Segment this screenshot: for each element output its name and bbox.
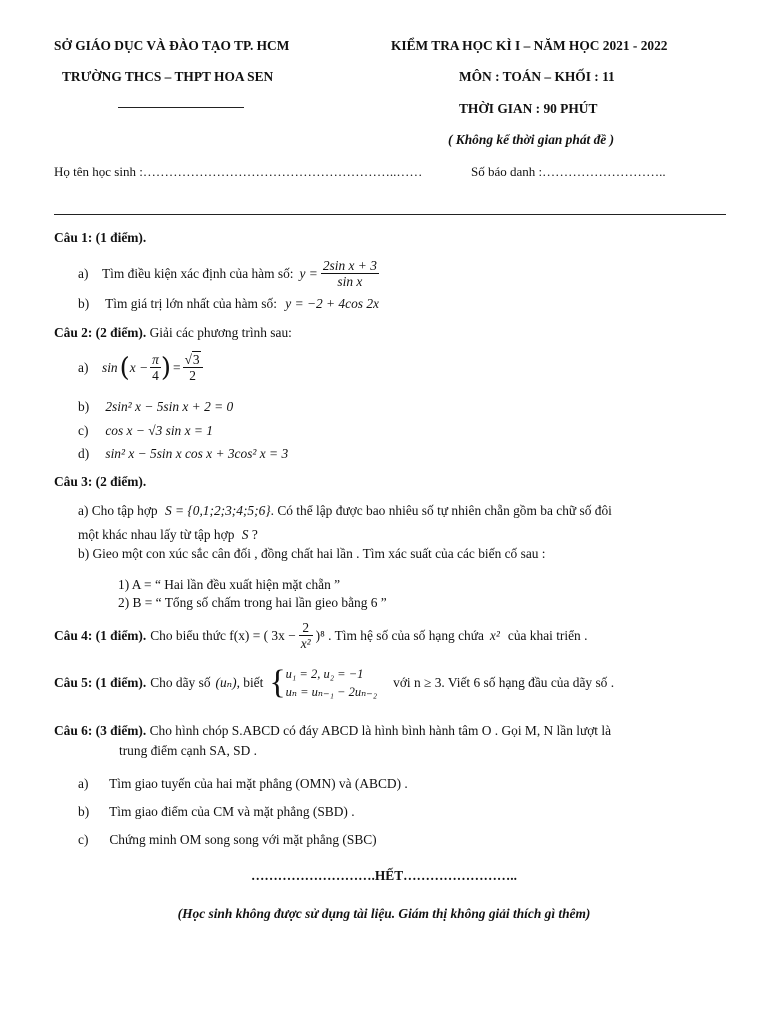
q6-title: Câu 6: (3 điểm).: [54, 723, 147, 738]
end-marker: ……………………….HẾT……………………..: [251, 868, 517, 883]
q3-a-end: ?: [251, 527, 258, 542]
q1-a-text: Tìm điều kiện xác định của hàm số:: [102, 265, 294, 281]
header-divider: [118, 107, 244, 108]
footer-note: (Học sinh không được sử dụng tài liệu. Giám thị không giải thích gì thêm): [177, 906, 591, 921]
q3-part-a-line2: [78, 527, 258, 543]
q4-text1: Cho biểu thức f(x) = ( 3x −: [150, 627, 296, 643]
q6-part-b: [78, 804, 355, 820]
q6-c-label: c): [78, 832, 89, 847]
q2-heading: [54, 325, 292, 341]
q3-part-b: b) Gieo một con xúc sắc cân đối , đồng chất hai lần . Tìm xác suất của các biến cố sau :: [78, 546, 546, 561]
q1-b-label: b): [78, 296, 90, 311]
q2-part-b: [78, 399, 233, 415]
student-id-field: Số báo danh :………………………..: [471, 164, 666, 179]
q6-line2: trung điểm cạnh SA, SD .: [119, 743, 257, 758]
q4-line: [54, 620, 587, 652]
q4-frac-num: 2: [299, 620, 313, 636]
q4-frac-den: x²: [300, 636, 311, 652]
q4-var: x²: [489, 627, 500, 643]
q3-a-text2: . Có thể lập được bao nhiêu số tự nhiên chẵn gồm ba chữ số đôi: [270, 503, 612, 518]
q6-text1: Cho hình chóp S.ABCD có đáy ABCD là hình bình hành tâm O . Gọi M, N lần lượt là: [149, 723, 612, 738]
q2-part-c: [78, 423, 213, 439]
q2-a-label: a): [78, 359, 89, 375]
q1-a-lhs: y =: [299, 265, 318, 281]
q1-a-fraction: [321, 258, 379, 290]
q3-a-var: S: [241, 527, 249, 542]
q2-c-expr: cos x − √3 sin x = 1: [105, 423, 213, 438]
q2-d-label: d): [78, 446, 90, 461]
q6-part-a: [78, 776, 408, 792]
q6-line1: [54, 723, 611, 739]
q6-b-text: Tìm giao điểm của CM và mặt phẳng (SBD) .: [109, 804, 355, 819]
q2-part-d: [78, 446, 288, 462]
q1-a-numerator: 2sin x + 3: [322, 258, 377, 273]
q2-intro: Giải các phương trình sau:: [149, 325, 292, 340]
q4-fraction: [299, 620, 313, 652]
q5-sys-line1: u₁ = 2, u₂ = −1: [285, 667, 364, 681]
timing-note: ( Không kể thời gian phát đề ): [448, 132, 615, 147]
q6-part-c: [78, 832, 377, 848]
q6-b-label: b): [78, 804, 90, 819]
q1-part-b: [78, 296, 379, 312]
q2-part-a: [78, 352, 203, 384]
student-name-field: Họ tên học sinh :…………………………………………………..……: [54, 164, 423, 179]
q4-text3: của khai triển .: [507, 627, 588, 643]
q1-title: Câu 1: (1 điểm).: [54, 230, 147, 245]
q2-b-expr: 2sin² x − 5sin x + 2 = 0: [105, 399, 234, 414]
q6-a-label: a): [78, 776, 89, 791]
q3-title: Câu 3: (2 điểm).: [54, 474, 147, 489]
school-name: TRƯỜNG THCS – THPT HOA SEN: [62, 69, 274, 84]
q5-sys-line2: uₙ = uₙ₋₁ − 2uₙ₋₂: [285, 685, 378, 700]
q1-part-a: [78, 258, 379, 290]
q2-d-expr: sin² x − 5sin x cos x + 3cos² x = 3: [105, 446, 289, 461]
q3-part-a-line1: [78, 503, 612, 519]
q5-text1: Cho dãy số: [150, 675, 211, 691]
q5-text2: , biết: [236, 675, 264, 691]
q2-c-label: c): [78, 423, 89, 438]
q3-a-text3: một khác nhau lấy từ tập hợp: [78, 527, 235, 542]
duration-line: THỜI GIAN : 90 PHÚT: [459, 101, 598, 116]
q1-a-label: a): [78, 265, 89, 281]
q3-a-text1: a) Cho tập hợp: [78, 503, 158, 518]
subject-line: MÔN : TOÁN – KHỐI : 11: [459, 69, 615, 84]
q2-title: Câu 2: (2 điểm).: [54, 325, 147, 340]
q5-text3: với n ≥ 3. Viết 6 số hạng đầu của dãy số .: [393, 675, 615, 691]
q6-c-text: Chứng minh OM song song với mặt phẳng (SBC): [109, 832, 377, 847]
exam-title: KIỂM TRA HỌC KÌ I – NĂM HỌC 2021 - 2022: [391, 38, 668, 53]
q3-event-a: 1) A = “ Hai lần đều xuất hiện mặt chẵn ”: [118, 577, 341, 592]
q5-seq: (uₙ): [215, 675, 237, 691]
section-divider: [54, 214, 726, 215]
q1-b-expr: y = −2 + 4cos 2x: [285, 296, 379, 311]
q5-line: Câu 5: (1 điểm). Cho dãy số (uₙ) , biết { u₁ = 2, u₂ = −1 uₙ = uₙ₋₁ − 2uₙ₋₂ với n ≥ 3. Viết 6 số hạng đầu của dãy số .: [54, 664, 615, 702]
q3-a-set: S = {0,1;2;3;4;5;6}: [164, 503, 271, 518]
q1-b-text: Tìm giá trị lớn nhất của hàm số:: [105, 296, 277, 311]
department-name: SỞ GIÁO DỤC VÀ ĐÀO TẠO TP. HCM: [54, 38, 290, 53]
q6-a-text: Tìm giao tuyến của hai mặt phẳng (OMN) và (ABCD) .: [109, 776, 408, 791]
q1-a-denominator: sin x: [337, 274, 363, 290]
q2-b-label: b): [78, 399, 90, 414]
q5-system: [286, 665, 377, 701]
q4-text2: )⁸ . Tìm hệ số của số hạng chứa: [315, 627, 484, 643]
q5-title: Câu 5: (1 điểm).: [54, 675, 147, 691]
q4-title: Câu 4: (1 điểm).: [54, 627, 147, 643]
q2-a-equation: sin ( x − $\frac{\pi}{4}$ ) = $\frac{√3}{2}$: [102, 352, 203, 384]
q3-event-b: 2) B = “ Tổng số chấm trong hai lần gieo bằng 6 ”: [118, 595, 387, 610]
